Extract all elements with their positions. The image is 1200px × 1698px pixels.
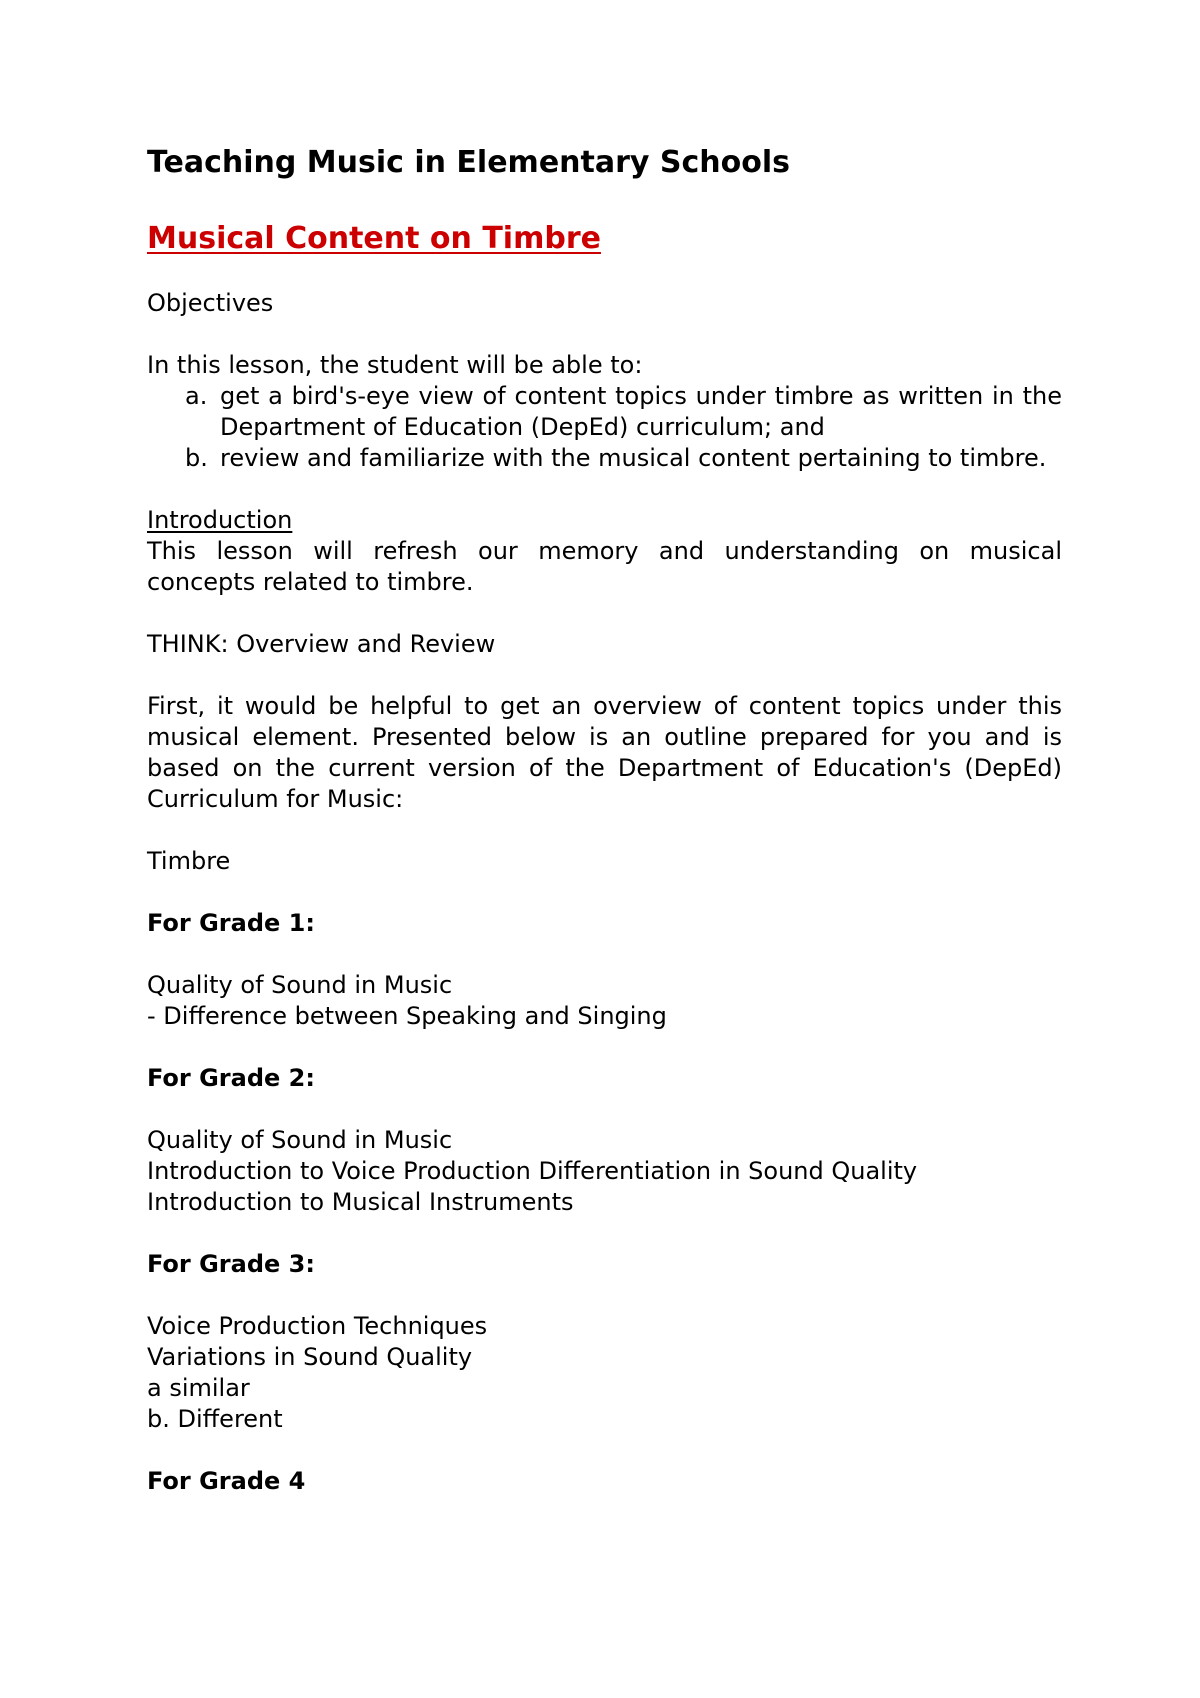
- spacer: [147, 1218, 1062, 1249]
- grade-topic: Quality of Sound in Music: [147, 971, 453, 999]
- document-title: Teaching Music in Elementary Schools: [147, 145, 791, 180]
- spacer: [147, 1032, 1062, 1063]
- grade-topic: Quality of Sound in Music: [147, 1126, 453, 1154]
- spacer: [147, 1435, 1062, 1466]
- spacer: [147, 877, 1062, 908]
- grade-topic: Variations in Sound Quality: [147, 1343, 473, 1371]
- introduction-text: This lesson will refresh our memory and understanding on musical concepts related to timbre.: [147, 537, 1062, 596]
- document-subtitle: Musical Content on Timbre: [147, 221, 601, 256]
- document-body: [147, 288, 1062, 1497]
- spacer: [147, 660, 1062, 691]
- objectives-list: [147, 381, 1062, 474]
- grade-heading: For Grade 2:: [147, 1064, 315, 1092]
- objective-item: [147, 443, 1062, 474]
- grade-heading: For Grade 3:: [147, 1250, 315, 1278]
- list-marker: b.: [185, 444, 208, 472]
- grade-topic: a similar: [147, 1374, 250, 1402]
- spacer: [147, 319, 1062, 350]
- objectives-heading: Objectives: [147, 289, 274, 317]
- think-heading: THINK: Overview and Review: [147, 630, 496, 658]
- objective-text: review and familiarize with the musical content pertaining to timbre.: [220, 444, 1047, 472]
- grade-topic: - Difference between Speaking and Singing: [147, 1002, 667, 1030]
- grade-topic: Introduction to Musical Instruments: [147, 1188, 574, 1216]
- overview-text: First, it would be helpful to get an overview of content topics under this musical element. Presented below is an outline prepared for you and is based on the current version of the Department of Education's (DepEd) Curriculum for Music:: [147, 692, 1062, 813]
- grade-topic: Voice Production Techniques: [147, 1312, 488, 1340]
- objective-text: get a bird's-eye view of content topics under timbre as written in the Department of Education (DepEd) curriculum; and: [220, 382, 1062, 441]
- spacer: [147, 598, 1062, 629]
- grade-topic: b. Different: [147, 1405, 283, 1433]
- grade-topic: Introduction to Voice Production Differentiation in Sound Quality: [147, 1157, 918, 1185]
- objective-item: [147, 381, 1062, 443]
- introduction-heading: Introduction: [147, 506, 293, 534]
- spacer: [147, 939, 1062, 970]
- grade-heading: For Grade 4: [147, 1467, 306, 1495]
- list-marker: a.: [185, 382, 208, 410]
- element-label: Timbre: [147, 847, 231, 875]
- grade-heading: For Grade 1:: [147, 909, 315, 937]
- spacer: [147, 474, 1062, 505]
- spacer: [147, 815, 1062, 846]
- spacer: [147, 1094, 1062, 1125]
- objectives-intro: In this lesson, the student will be able to:: [147, 351, 643, 379]
- spacer: [147, 1280, 1062, 1311]
